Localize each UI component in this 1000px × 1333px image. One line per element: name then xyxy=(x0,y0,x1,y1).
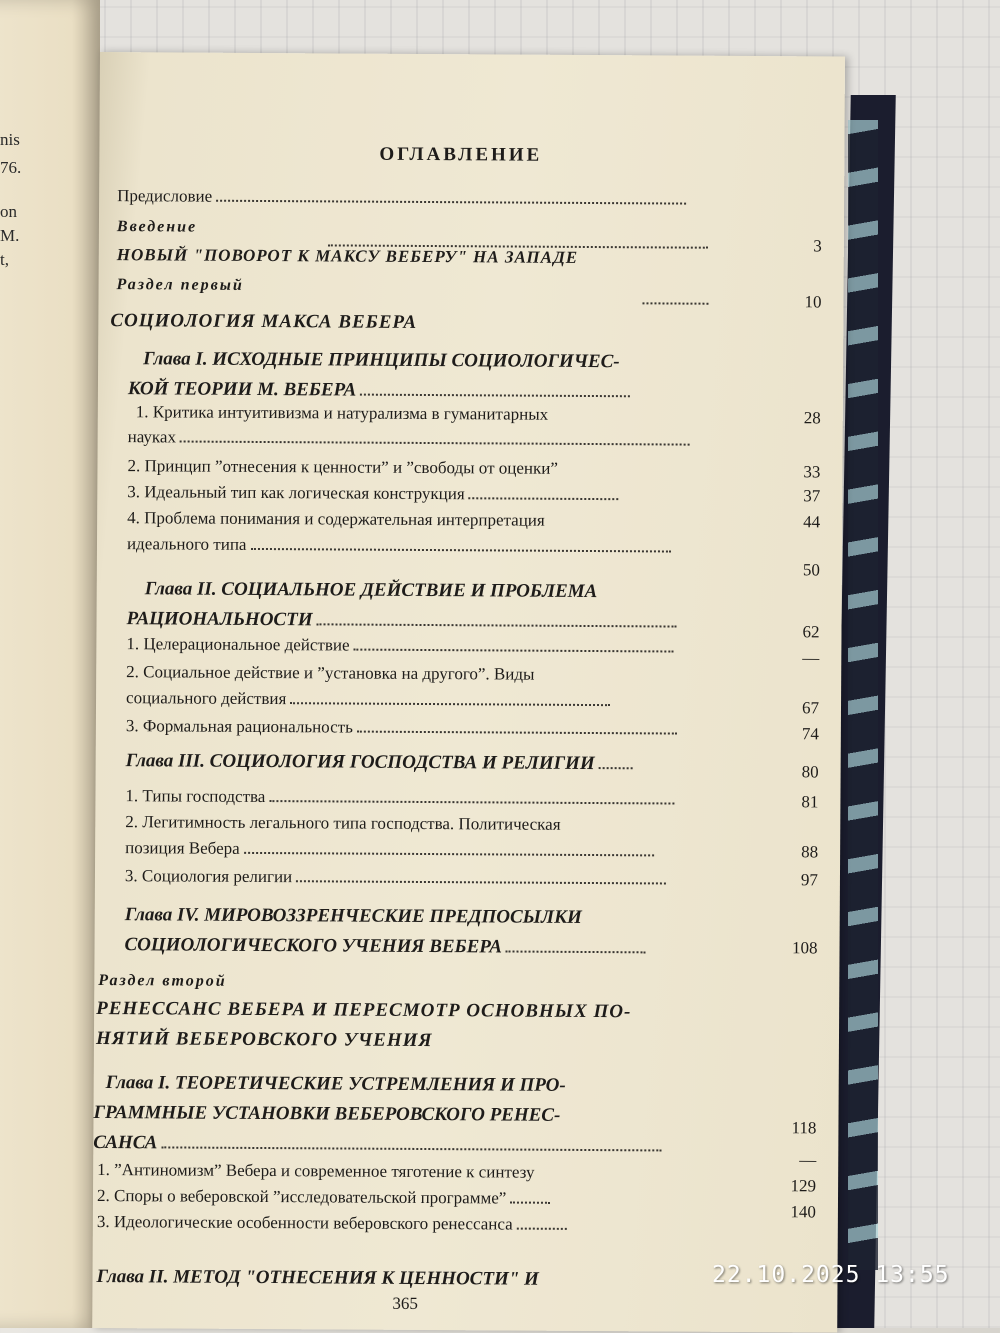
page-ref: 50 xyxy=(802,560,820,580)
page-ref: 33 xyxy=(803,462,821,482)
photo-timestamp: 22.10.2025 13:55 xyxy=(712,1262,950,1288)
page-ref: 97 xyxy=(800,870,819,890)
section-entry: 3. Идеальный тип как логическая конструкция xyxy=(127,482,618,505)
page-ref: — xyxy=(799,1150,817,1170)
part2-title: РЕНЕССАНС ВЕБЕРА И ПЕРЕСМОТР ОСНОВНЫХ ПО- xyxy=(96,997,632,1023)
part2-label: Раздел второй xyxy=(98,972,227,990)
section-entry: идеального типа xyxy=(127,534,671,557)
left-page-fragment: on xyxy=(0,202,17,221)
leader-dots xyxy=(642,301,708,304)
page-ref: 44 xyxy=(803,512,821,532)
chapter-title: Глава III. СОЦИОЛОГИЯ ГОСПОДСТВА И РЕЛИГИИ xyxy=(126,750,633,775)
page-ref: 88 xyxy=(801,842,819,862)
chapter-title: РАЦИОНАЛЬНОСТИ xyxy=(126,608,676,633)
chapter-title: Глава II. МЕТОД "ОТНЕСЕНИЯ К ЦЕННОСТИ" И xyxy=(96,1266,539,1290)
chapter-title: ГРАММНЫЕ УСТАНОВКИ ВЕБЕРОВСКОГО РЕНЕС- xyxy=(93,1101,561,1126)
toc-heading: ОГЛАВЛЕНИЕ xyxy=(379,143,543,166)
part1-title: СОЦИОЛОГИЯ МАКСА ВЕБЕРА xyxy=(110,310,418,333)
page-ref: 129 xyxy=(790,1176,817,1196)
page-ref: 28 xyxy=(803,408,821,428)
page-number: 365 xyxy=(392,1293,418,1313)
section-entry: 3. Идеологические особенности веберовского ренессанса xyxy=(97,1212,567,1235)
intro-label: Введение xyxy=(116,218,198,236)
chapter-title: КОЙ ТЕОРИИ М. ВЕБЕРА xyxy=(128,378,630,403)
section-entry: 2. Принцип ”отнесения к ценности” и ”свободы от оценки” xyxy=(127,456,558,478)
section-entry: 4. Проблема понимания и содержательная интерпретация xyxy=(127,508,545,530)
page-ref: 108 xyxy=(791,938,818,958)
page-ref: 62 xyxy=(802,622,820,642)
page-ref: 10 xyxy=(804,292,822,312)
chapter-title: Глава I. ИСХОДНЫЕ ПРИНЦИПЫ СОЦИОЛОГИЧЕС- xyxy=(143,348,620,373)
section-entry: науках xyxy=(128,427,690,450)
section-entry: 1. Критика интуитивизма и натурализма в гуманитарных xyxy=(135,402,549,424)
section-entry: 2. Споры о веберовской ”исследовательской программе” xyxy=(97,1186,550,1209)
section-entry: 2. Социальное действие и ”установка на другого”. Виды xyxy=(126,662,535,684)
page-ref: 140 xyxy=(790,1202,816,1222)
page-ref: 80 xyxy=(801,762,819,782)
page-ref: 67 xyxy=(801,698,820,718)
page-ref: — xyxy=(802,648,820,668)
section-entry: социального действия xyxy=(126,688,610,711)
page-ref: 118 xyxy=(791,1118,817,1138)
page-ref: 74 xyxy=(801,724,819,744)
book-page xyxy=(92,52,845,1333)
part1-label: Раздел первый xyxy=(116,276,244,294)
page-ref: 81 xyxy=(801,792,819,812)
left-page-fragment: t, xyxy=(0,250,9,269)
section-entry: 1. Типы господства xyxy=(125,786,674,809)
section-entry: позиция Вебера xyxy=(125,838,654,861)
page-ref: 3 xyxy=(813,236,822,256)
part2-title: НЯТИЙ ВЕБЕРОВСКОГО УЧЕНИЯ xyxy=(95,1027,433,1052)
left-page-fragment: nis xyxy=(0,130,20,149)
chapter-title: САНСА xyxy=(93,1132,661,1157)
toc-preface: Предисловие xyxy=(117,186,686,209)
section-entry: 1. Целерациональное действие xyxy=(126,634,673,657)
intro-title: НОВЫЙ "ПОВОРОТ К МАКСУ ВЕБЕРУ" НА ЗАПАДЕ xyxy=(116,245,579,267)
left-page-fragment: M. xyxy=(0,226,20,245)
chapter-title: Глава IV. МИРОВОЗЗРЕНЧЕСКИЕ ПРЕДПОСЫЛКИ xyxy=(124,904,582,928)
section-entry: 2. Легитимность легального типа господства. Политическая xyxy=(125,812,561,834)
left-page-fragment: 76. xyxy=(0,158,22,177)
book-cover-artwork xyxy=(848,120,878,1270)
left-book-page xyxy=(0,0,100,1328)
chapter-title: Глава I. ТЕОРЕТИЧЕСКИЕ УСТРЕМЛЕНИЯ И ПРО- xyxy=(105,1072,566,1096)
section-entry: 3. Формальная рациональность xyxy=(126,716,677,739)
section-entry: 1. ”Антиномизм” Вебера и современное тяготение к синтезу xyxy=(97,1160,535,1182)
chapter-title: СОЦИОЛОГИЧЕСКОГО УЧЕНИЯ ВЕБЕРА xyxy=(124,934,646,959)
page-ref: 37 xyxy=(803,486,821,506)
section-entry: 3. Социология религии xyxy=(125,866,666,889)
chapter-title: Глава II. СОЦИАЛЬНОЕ ДЕЙСТВИЕ И ПРОБЛЕМА xyxy=(144,578,598,603)
